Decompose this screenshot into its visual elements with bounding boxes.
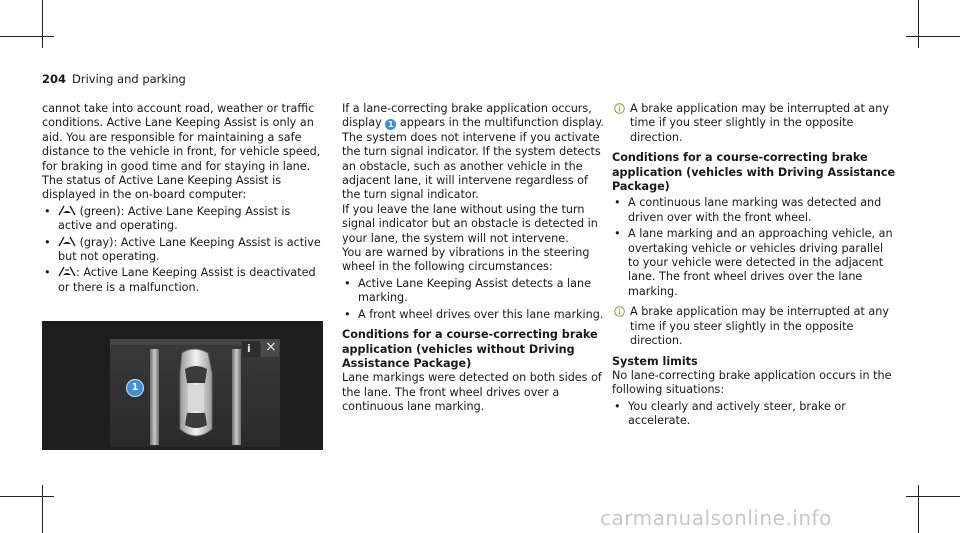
paragraph: The system does not intervene if you activate the turn signal indicator. If the system detects an obstacle, such as another vehicle in the adjacent lane, it will intervene regardless of the turn signal indicator. (342, 130, 601, 202)
crop-mark (918, 485, 919, 533)
column-1 (42, 102, 324, 297)
section-heading: System limits (612, 354, 698, 368)
display-illustration (42, 321, 323, 450)
paragraph: If you leave the lane without using the turn signal indicator but an obstacle is detected in your lane, the system will not intervene. (342, 202, 598, 245)
close-icon: × (265, 339, 277, 355)
lane-assist-green-icon (58, 205, 76, 216)
lane-assist-gray-icon (58, 236, 76, 247)
paragraph: Lane markings were detected on both sides of the lane. The front wheel drives over a continuous lane marking. (342, 371, 602, 414)
crop-mark (906, 496, 960, 497)
info-icon: i (247, 342, 251, 355)
info-note-icon (614, 306, 625, 317)
multifunction-display-figure (42, 321, 323, 450)
lane-assist-off-icon (58, 266, 76, 277)
paragraph: cannot take into account road, weather or traffic conditions. Active Lane Keeping Assist is only an aid. You are responsible for maintaining a safe distance to the vehicle in front, for vehicle speed, for braking in good time and for staying in lane. (42, 102, 321, 173)
list-item: • A continuous lane marking was detected and driven over with the front wheel. (612, 196, 897, 225)
paragraph: No lane-correcting brake application occurs in the following situations: (612, 368, 892, 397)
list-item: • : Active Lane Keeping Assist is deactivated or there is a malfunction. (42, 266, 324, 295)
note: A brake application may be interrupted at any time if you steer slightly in the opposite direction. (612, 305, 897, 348)
section-title: Driving and parking (72, 72, 186, 86)
paragraph: You are warned by vibrations in the steering wheel in the following circumstances: (342, 246, 590, 274)
list-item: • You clearly and actively steer, brake or accelerate. (612, 400, 897, 429)
info-note-icon (614, 103, 625, 114)
crop-mark (42, 485, 43, 533)
list-item: • (green): Active Lane Keeping Assist is active and operating. (42, 205, 324, 234)
column-2 (342, 102, 604, 415)
page-header (42, 72, 186, 86)
callout-badge: 1 (385, 119, 396, 130)
crop-mark (0, 36, 54, 37)
list-item: • (gray): Active Lane Keeping Assist is active but not operating. (42, 236, 324, 265)
column-3 (612, 102, 897, 431)
crop-mark (906, 36, 960, 37)
note: A brake application may be interrupted at any time if you steer slightly in the opposite direction. (612, 102, 897, 145)
page-number: 204 (42, 72, 67, 86)
crop-mark (0, 496, 54, 497)
section-heading: Conditions for a course-correcting brake application (vehicles with Driving Assistance Package) (612, 151, 896, 194)
watermark: carmanualsonline.info (600, 506, 832, 530)
list-item: • Active Lane Keeping Assist detects a lane marking. (342, 277, 604, 306)
list-item: • A lane marking and an approaching vehicle, an overtaking vehicle or vehicles driving parallel to your vehicle were detected in the adjacent lane. The front wheel drives over the lane marking. (612, 227, 897, 299)
crop-mark (42, 0, 43, 48)
paragraph: If a lane-correcting brake application occurs, display 1 appears in the multifunction display. (342, 102, 604, 130)
crop-mark (918, 0, 919, 48)
paragraph: The status of Active Lane Keeping Assist is displayed in the on-board computer: (42, 174, 282, 202)
section-heading: Conditions for a course-correcting brake application (vehicles without Driving Assistance Package) (342, 328, 598, 370)
callout-badge: 1 (126, 379, 144, 397)
list-item: • A front wheel drives over this lane marking. (342, 308, 604, 322)
